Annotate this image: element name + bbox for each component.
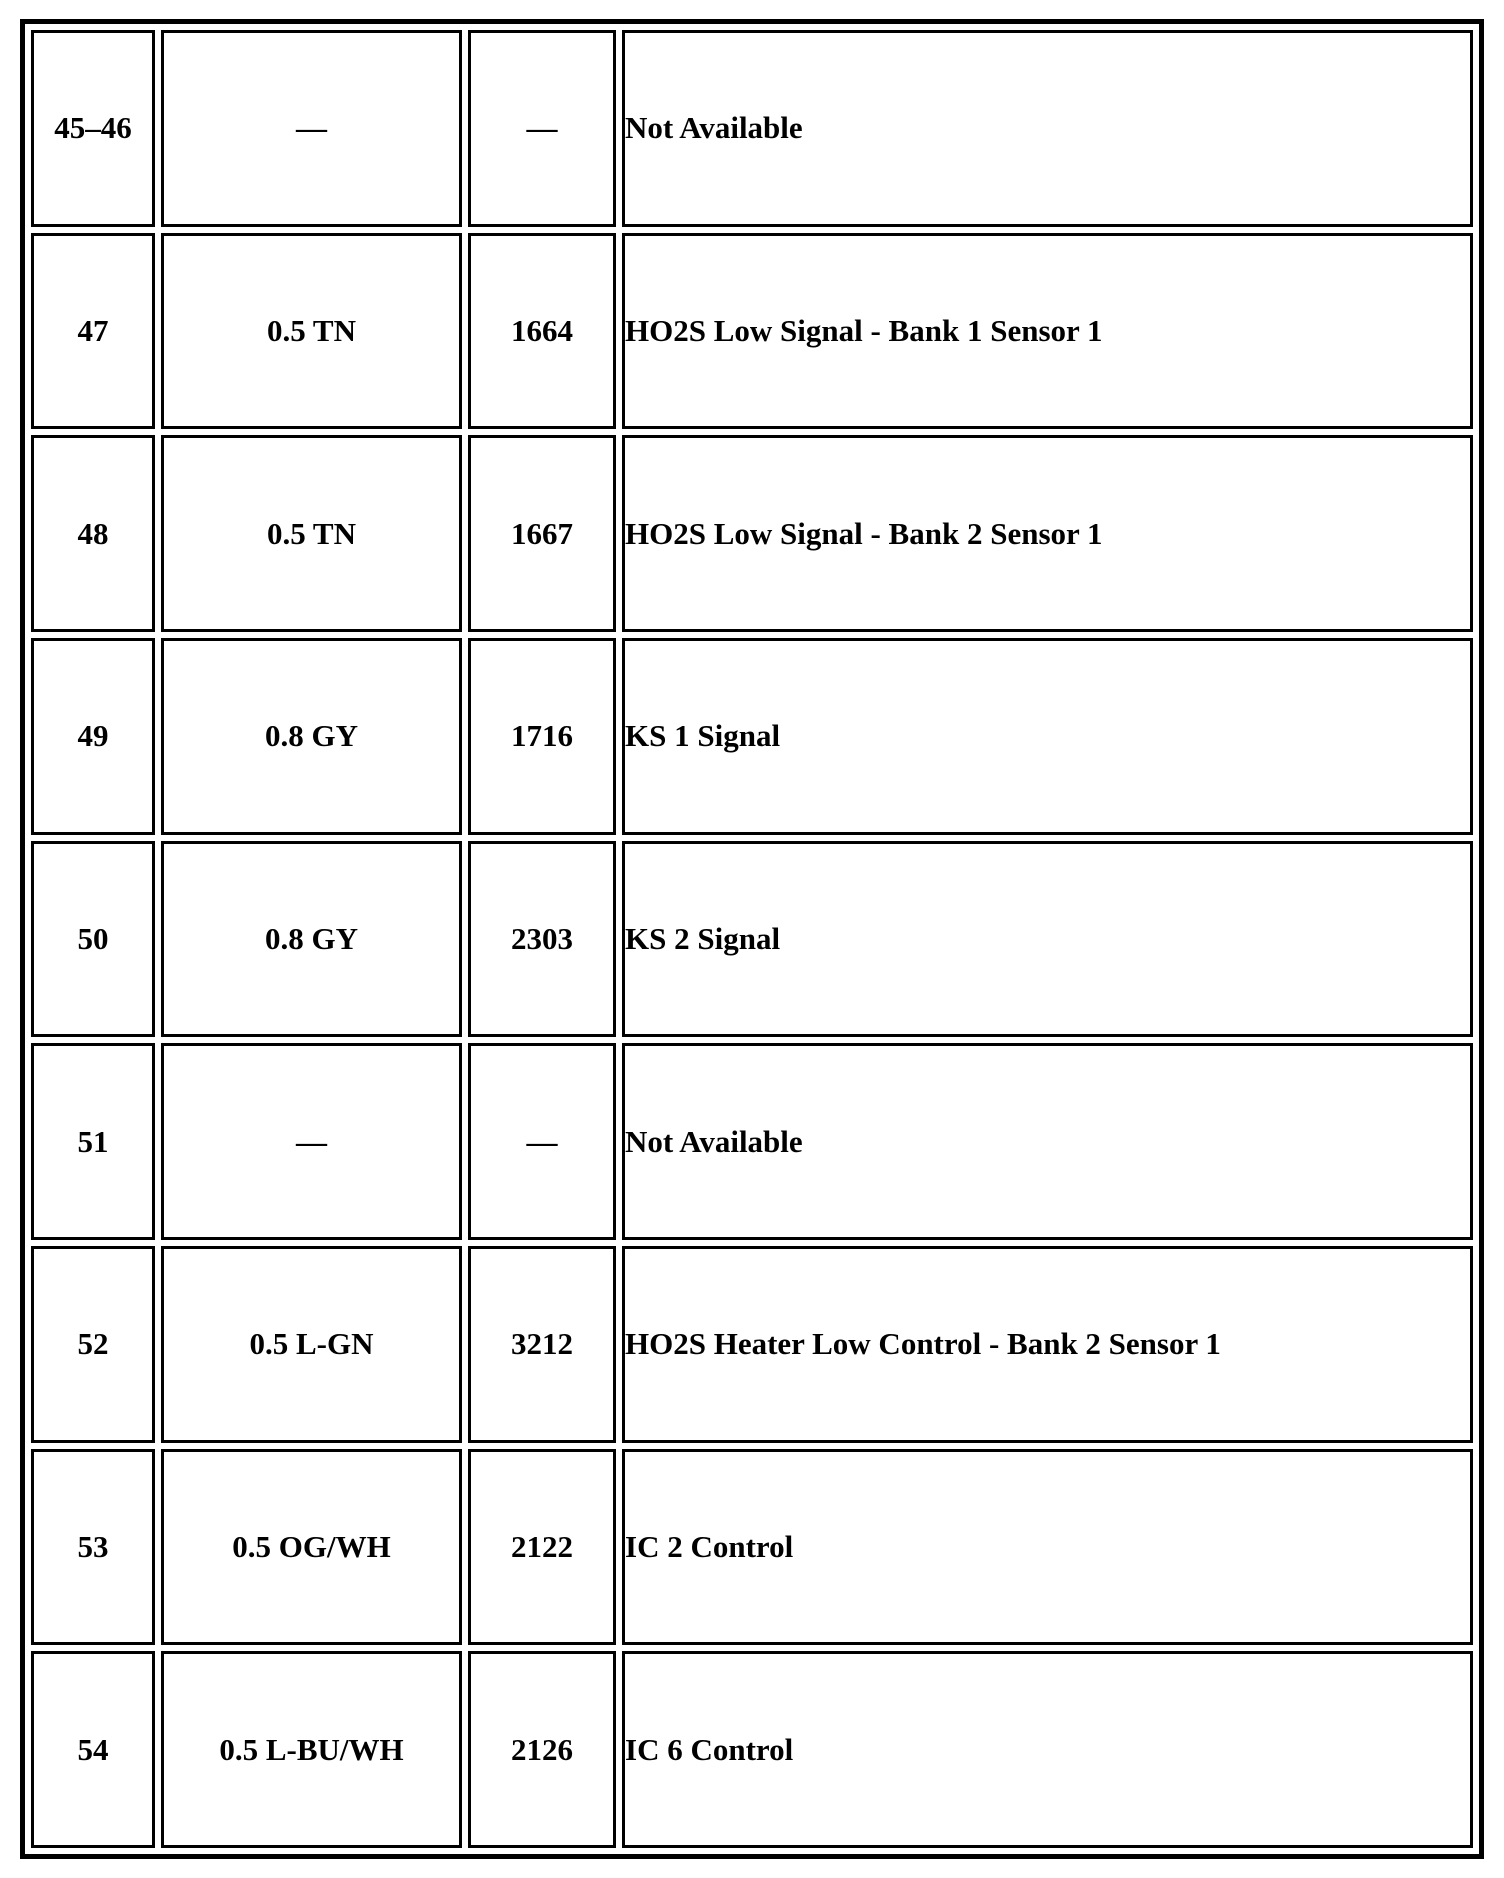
function-cell: Not Available bbox=[622, 30, 1473, 227]
circuit-number-cell: 2126 bbox=[468, 1651, 616, 1848]
pin-number-cell: 52 bbox=[31, 1246, 155, 1443]
wire-color-cell: 0.5 OG/WH bbox=[161, 1449, 462, 1646]
wire-color-cell: 0.8 GY bbox=[161, 638, 462, 835]
pin-number-cell: 51 bbox=[31, 1043, 155, 1240]
connector-pinout-table bbox=[20, 19, 1484, 1859]
circuit-number-cell: 1667 bbox=[468, 435, 616, 632]
pin-number-cell: 54 bbox=[31, 1651, 155, 1848]
table-row bbox=[31, 233, 1473, 430]
pin-number-cell: 50 bbox=[31, 841, 155, 1038]
pin-number-cell: 48 bbox=[31, 435, 155, 632]
function-cell: HO2S Low Signal - Bank 2 Sensor 1 bbox=[622, 435, 1473, 632]
pin-number-cell: 53 bbox=[31, 1449, 155, 1646]
table-row bbox=[31, 841, 1473, 1038]
table-row bbox=[31, 1449, 1473, 1646]
wire-color-cell: — bbox=[161, 30, 462, 227]
pin-number-cell: 45–46 bbox=[31, 30, 155, 227]
circuit-number-cell: 2303 bbox=[468, 841, 616, 1038]
wire-color-cell: 0.5 L-BU/WH bbox=[161, 1651, 462, 1848]
function-cell: HO2S Low Signal - Bank 1 Sensor 1 bbox=[622, 233, 1473, 430]
function-cell: IC 6 Control bbox=[622, 1651, 1473, 1848]
circuit-number-cell: — bbox=[468, 1043, 616, 1240]
circuit-number-cell: 1716 bbox=[468, 638, 616, 835]
wire-color-cell: 0.5 TN bbox=[161, 233, 462, 430]
circuit-number-cell: — bbox=[468, 30, 616, 227]
circuit-number-cell: 2122 bbox=[468, 1449, 616, 1646]
table-row bbox=[31, 1043, 1473, 1240]
pin-number-cell: 47 bbox=[31, 233, 155, 430]
circuit-number-cell: 1664 bbox=[468, 233, 616, 430]
wire-color-cell: 0.5 TN bbox=[161, 435, 462, 632]
function-cell: KS 2 Signal bbox=[622, 841, 1473, 1038]
function-cell: HO2S Heater Low Control - Bank 2 Sensor 1 bbox=[622, 1246, 1473, 1443]
table-row bbox=[31, 30, 1473, 227]
pinout-grid bbox=[25, 24, 1479, 1854]
function-cell: Not Available bbox=[622, 1043, 1473, 1240]
function-cell: KS 1 Signal bbox=[622, 638, 1473, 835]
function-cell: IC 2 Control bbox=[622, 1449, 1473, 1646]
pin-number-cell: 49 bbox=[31, 638, 155, 835]
table-row bbox=[31, 435, 1473, 632]
table-row bbox=[31, 638, 1473, 835]
circuit-number-cell: 3212 bbox=[468, 1246, 616, 1443]
table-row bbox=[31, 1246, 1473, 1443]
wire-color-cell: 0.5 L-GN bbox=[161, 1246, 462, 1443]
wire-color-cell: 0.8 GY bbox=[161, 841, 462, 1038]
wire-color-cell: — bbox=[161, 1043, 462, 1240]
table-row bbox=[31, 1651, 1473, 1848]
